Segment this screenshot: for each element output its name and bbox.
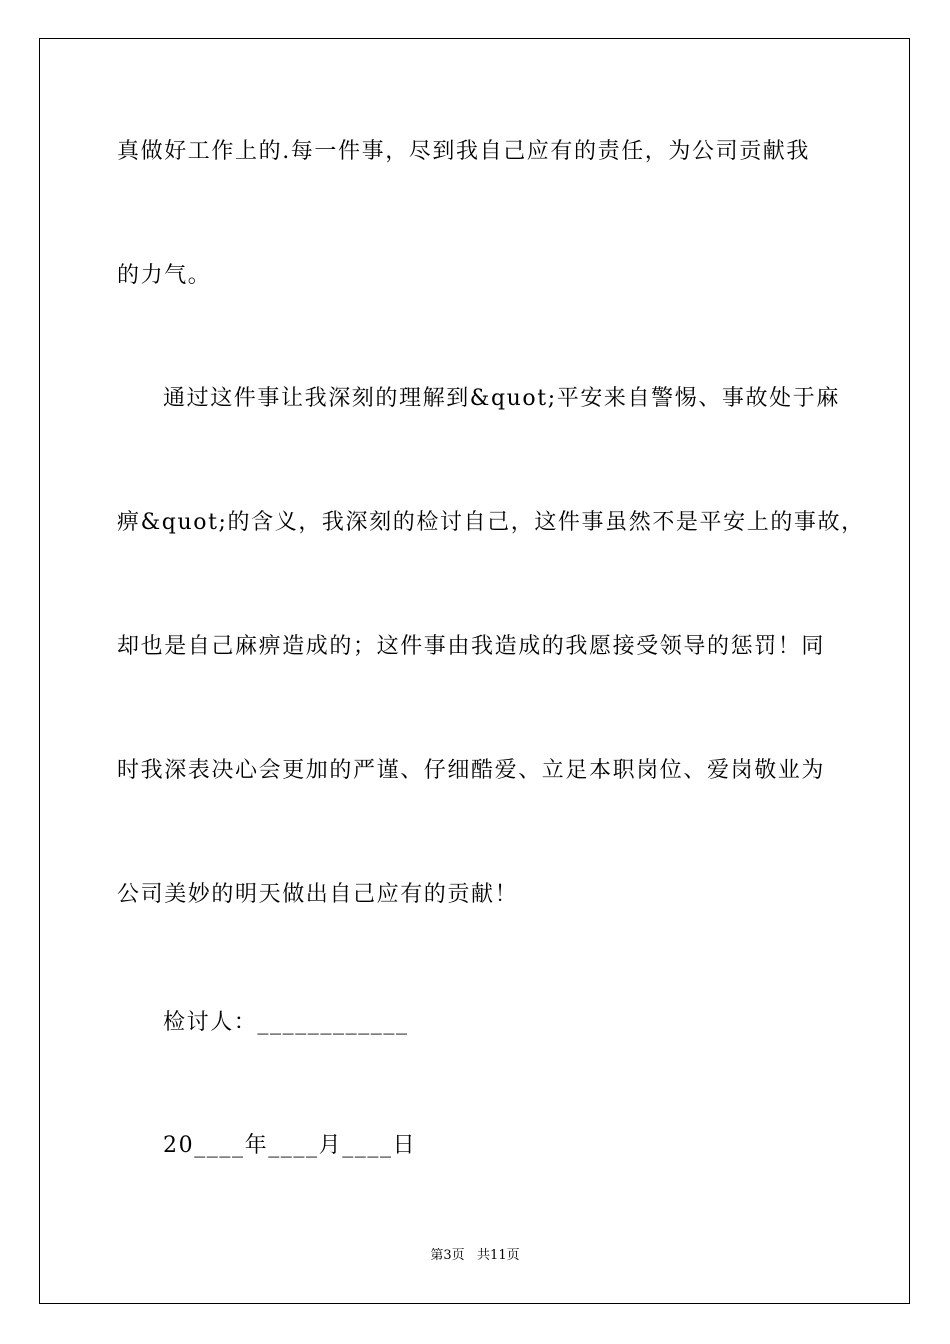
signature-line: 检讨人：____________ [163,1010,409,1035]
page-number-footer: 第3页 共11页 [430,1248,520,1263]
body-text-line: 通过这件事让我深刻的理解到&quot;平安来自警惕、事故处于麻 [163,386,840,411]
body-text-line: 却也是自己麻痹造成的；这件事由我造成的我愿接受领导的惩罚！同 [117,634,826,659]
page-frame [39,38,910,1304]
date-line: 20____年____月____日 [163,1133,417,1158]
body-text-line: 公司美妙的明天做出自己应有的贡献！ [117,882,519,907]
body-text-line: 痹&quot;的含义，我深刻的检讨自己，这件事虽然不是平安上的事故， [117,510,865,535]
body-text-line: 真做好工作上的.每一件事，尽到我自己应有的责任，为公司贡献我 [117,139,810,164]
body-text-line: 时我深表决心会更加的严谨、仔细酷爱、立足本职岗位、爱岗敬业为 [117,758,826,783]
body-text-line: 的力气。 [117,263,212,288]
